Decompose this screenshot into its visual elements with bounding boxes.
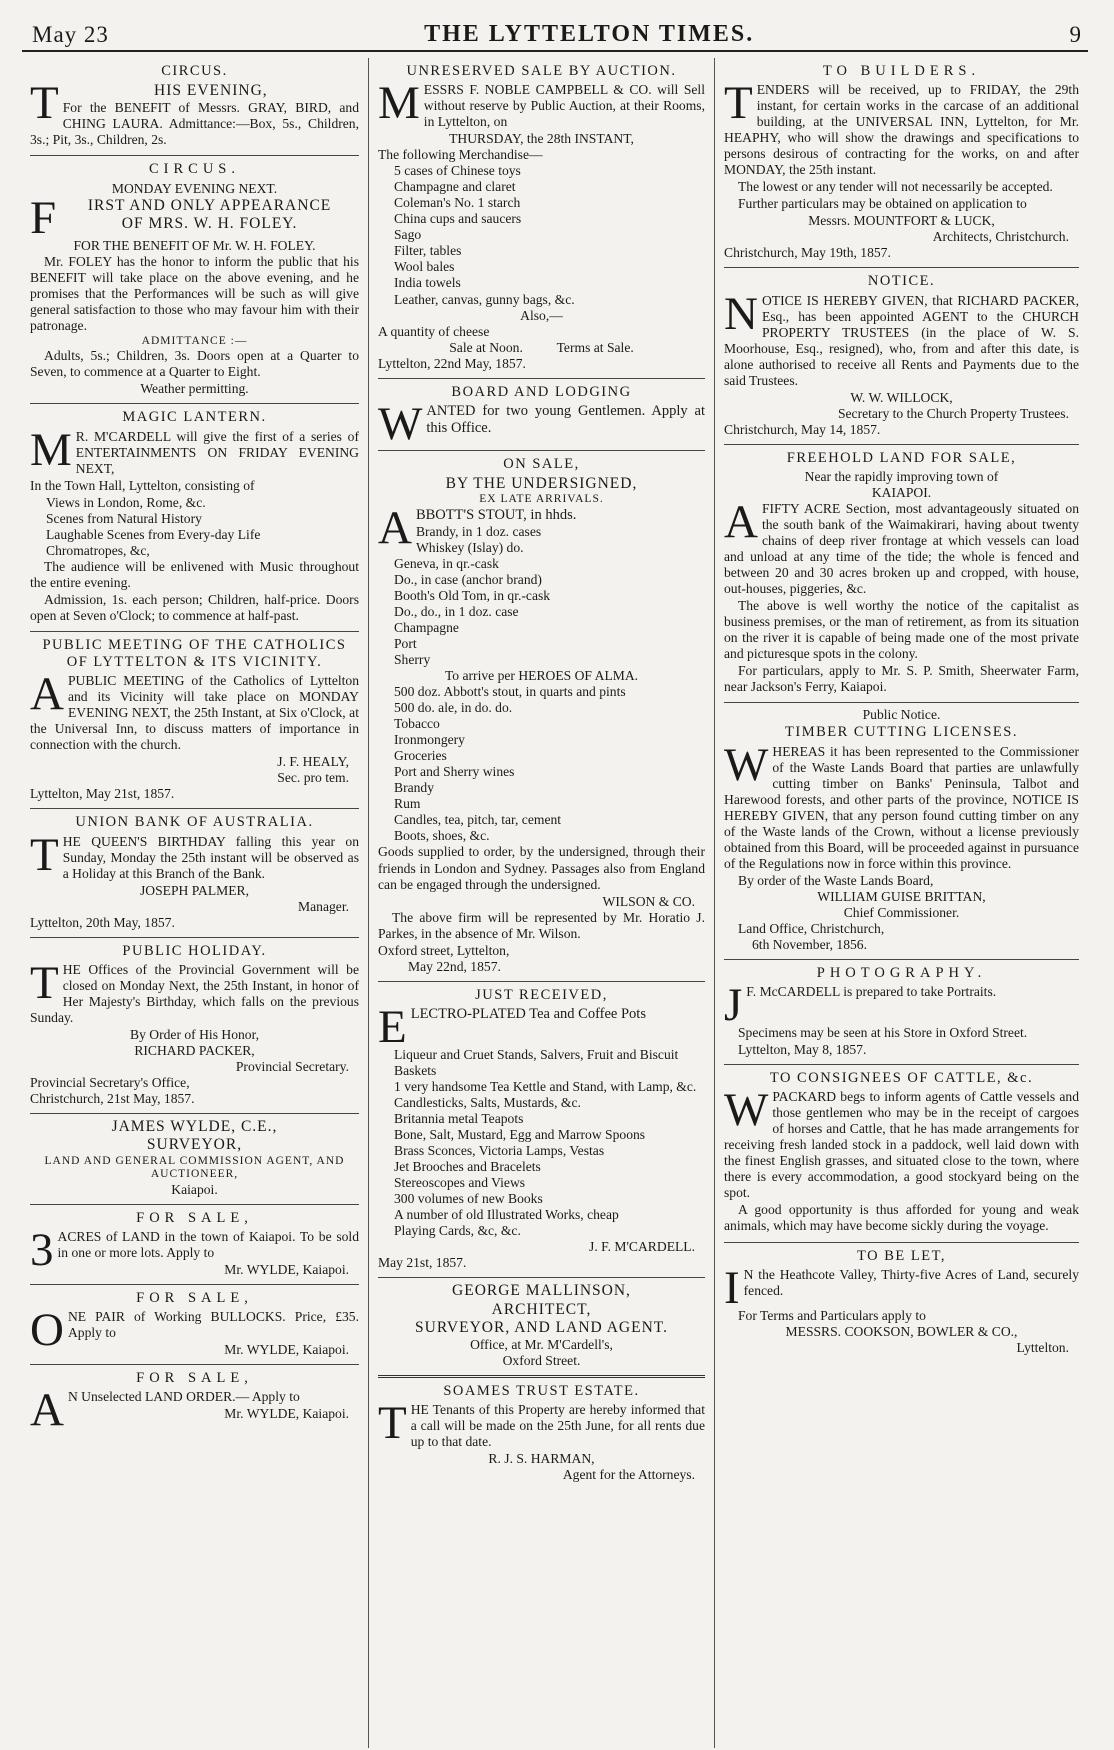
ad-line: BBOTT'S STOUT, in hhds. [415, 506, 577, 523]
drop-cap: N [724, 287, 758, 340]
ad-body: Specimens may be seen at his Store in Oxford Street. [738, 1025, 1028, 1041]
ad-body: Mr. FOLEY has the honor to inform the public that his BENEFIT will take place on the above evening, and he promises that the Performances will be such as will give general satisfaction to those who may favour him with their patronage. [30, 253, 359, 333]
ad-line: Also,— [520, 307, 563, 323]
drop-cap: W [724, 738, 769, 791]
list-item: Port [394, 636, 417, 652]
ad-body: The above is well worthy the notice of the capitalist as business premises, or the man of retirement, as from its situation on the river it is capable of being made one of the most private and picturesque spots in the colony. [724, 598, 1079, 662]
ad-heading: PUBLIC HOLIDAY. [122, 942, 267, 959]
drop-cap: T [30, 828, 59, 881]
ad-heading: UNION BANK OF AUSTRALIA. [75, 814, 314, 831]
ad-date: Christchurch, May 19th, 1857. [724, 245, 891, 261]
ad-date: 6th November, 1856. [752, 936, 867, 952]
signer-role: Provincial Secretary. [235, 1059, 349, 1075]
signer-role: Architects, Christchurch. [932, 229, 1069, 245]
ad-bullocks-sale [30, 1285, 359, 1365]
ad-date: May 22nd, 1857. [408, 958, 501, 974]
ad-body: HE QUEEN'S BIRTHDAY falling this year on Sunday, Monday the 25th instant will be observed as a Holiday at this Branch of the Bank. [62, 833, 359, 881]
list-item: Ironmongery [394, 732, 465, 748]
ad-body: FIFTY ACRE Section, most advantageously situated on the south bank of the Waimakirari, having about twenty chains of deep river frontage at which vessels can load and unload at any time of the tide; the whole is fenced and between 20 and 30 acres broken up and cropped, with house, out-houses, piggeries, &c. [724, 501, 1079, 597]
list-item: Playing Cards, &c, &c. [394, 1223, 521, 1239]
list-item: Geneva, in qr.-cask [394, 555, 499, 571]
ad-heading: BOARD AND LODGING [451, 383, 632, 400]
signer: Mr. WYLDE, Kaiapoi. [224, 1406, 349, 1422]
drop-cap: T [30, 956, 59, 1009]
list-item: Champagne [394, 620, 459, 636]
ad-acres-sale [30, 1205, 359, 1285]
ad-heading: TO BUILDERS. [822, 63, 981, 79]
ad-soames-trust [378, 1378, 705, 1489]
ad-subheading: BY THE UNDERSIGNED, [445, 474, 638, 492]
ad-subheading: MONDAY EVENING NEXT. [111, 180, 278, 196]
issue-date: May 23 [32, 22, 109, 47]
signer-role: Manager. [298, 898, 349, 914]
ad-date: Christchurch, May 14, 1857. [724, 421, 881, 437]
ad-body: ACRES of LAND in the town of Kaiapoi. To be sold in one or more lots. Apply to [57, 1228, 359, 1260]
list-item: Views in London, Rome, &c. [46, 494, 206, 510]
ad-heading: FOR SALE, [136, 1290, 253, 1307]
ad-body: HE Offices of the Provincial Government will be closed on Monday Next, the 25th Instant, in honor of Her Majesty's Birthday, which falls on the previous Sunday. [30, 961, 359, 1025]
ad-line: HIS EVENING, [154, 82, 268, 100]
ad-body: A good opportunity is thus afforded for young and weak animals, which may have become sickly during the voyage. [724, 1202, 1079, 1234]
list-item: 500 doz. Abbott's stout, in quarts and pints [394, 684, 626, 700]
list-item: Champagne and claret [394, 179, 516, 195]
ad-body: In the Town Hall, Lyttelton, consisting of [30, 477, 255, 493]
signer-role: Secretary to the Church Property Trustees. [837, 405, 1069, 421]
ad-line: IRST AND ONLY APPEARANCE [87, 196, 332, 214]
ad-body: For the BENEFIT of Messrs. GRAY, BIRD, and CHING LAURA. Admittance:—Box, 5s., Children, 3s.; Pit, 3s., Children, 2s. [30, 100, 359, 148]
signer: RICHARD PACKER, [134, 1042, 255, 1058]
ad-body: NE PAIR of Working BULLOCKS. Price, £35. Apply to [67, 1309, 359, 1341]
ad-heading: UNRESERVED SALE BY AUCTION. [406, 63, 677, 79]
signer: R. J. S. HARMAN, [488, 1451, 595, 1467]
list-item: Candlesticks, Salts, Mustards, &c. [394, 1094, 581, 1110]
ad-photography [724, 960, 1079, 1065]
ad-heading: FOR SALE, [136, 1370, 253, 1387]
list-item: Filter, tables [394, 243, 462, 259]
ad-george-mallinson [378, 1278, 705, 1378]
ad-board-lodging [378, 379, 705, 451]
drop-cap: F [30, 191, 57, 244]
ad-body: ESSRS F. NOBLE CAMPBELL & CO. will Sell without reserve by Public Auction, at their Rooms, in Lyttelton, on [423, 82, 705, 130]
list-item: Candles, tea, pitch, tar, cement [394, 812, 562, 828]
ad-heading: SOAMES TRUST ESTATE. [443, 1383, 640, 1400]
ad-heading: TO BE LET, [857, 1247, 946, 1264]
list-item: Chromatropes, &c, [46, 542, 150, 558]
ad-heading: FREEHOLD LAND FOR SALE, [786, 449, 1017, 466]
ad-place: Provincial Secretary's Office, [30, 1075, 190, 1091]
ad-place: KAIAPOI. [871, 484, 932, 500]
list-item: Jet Brooches and Bracelets [394, 1159, 541, 1175]
drop-cap: W [378, 397, 423, 450]
signer-role: Sec. pro tem. [277, 770, 349, 786]
list-item: 1 very handsome Tea Kettle and Stand, with Lamp, &c. [394, 1078, 697, 1094]
ad-heading: MAGIC LANTERN. [122, 409, 267, 426]
ad-body: F. McCARDELL is prepared to take Portraits. [746, 984, 997, 1000]
ad-public-holiday [30, 938, 359, 1114]
ad-line: To arrive per HEROES OF ALMA. [444, 668, 639, 684]
drop-cap: J [724, 979, 743, 1032]
signer: Mr. WYLDE, Kaiapoi. [224, 1342, 349, 1358]
drop-cap: O [30, 1304, 64, 1357]
list-item: Do., in case (anchor brand) [394, 571, 542, 587]
ad-heading: ON SALE, [503, 455, 580, 472]
ad-body: ENDERS will be received, up to FRIDAY, the 29th instant, for certain works in the carcase of an additional building, at the UNIVERSAL INN, Lyttelton, for Mr. HEAPHY, who will show the drawings and specifications to persons desirous of contracting for the works, on and after MONDAY, the 25th instant. [724, 82, 1079, 178]
ad-subheading: ARCHITECT, [491, 1300, 592, 1318]
signer: J. F. M'CARDELL. [589, 1239, 695, 1255]
ad-line: Sale at Noon. Terms at Sale. [449, 339, 634, 355]
ad-place: Land Office, Christchurch, [738, 920, 885, 936]
ad-heading: PUBLIC MEETING OF THE CATHOLICS OF LYTTELTON & ITS VICINITY. [42, 636, 347, 671]
list-item: Brandy, in 1 doz. cases [415, 523, 542, 539]
list-item: 300 volumes of new Books [394, 1191, 543, 1207]
ad-body: PUBLIC MEETING of the Catholics of Lyttelton and its Vicinity will take place on MONDAY EVENING NEXT, the 25th Instant, at Six o'Clock, at the Universal Inn, to discuss matters of importance in connection with the church. [30, 673, 359, 753]
list-item: China cups and saucers [394, 211, 522, 227]
list-item: Sherry [394, 652, 431, 668]
signer: JOSEPH PALMER, [139, 882, 250, 898]
ad-line: By Order of His Honor, [130, 1026, 259, 1042]
drop-cap: A [378, 501, 412, 554]
list-item: Leather, canvas, gunny bags, &c. [394, 291, 575, 307]
ad-date: Christchurch, 21st May, 1857. [30, 1091, 195, 1107]
ad-place: Kaiapoi. [171, 1181, 218, 1197]
ad-heading: JUST RECEIVED, [475, 986, 608, 1003]
list-item: Whiskey (Islay) do. [415, 539, 524, 555]
ad-body: Admission, 1s. each person; Children, half-price. Doors open at Seven o'Clock; to commence at half-past. [30, 591, 359, 623]
list-item: Coleman's No. 1 starch [394, 195, 521, 211]
ad-date: Lyttelton, 22nd May, 1857. [378, 355, 526, 371]
ad-heading: CIRCUS. [148, 161, 240, 178]
ad-body: N Unselected LAND ORDER.— Apply to [67, 1389, 300, 1405]
signer: MESSRS. COOKSON, BOWLER & CO., [785, 1323, 1018, 1339]
ad-body: The above firm will be represented by Mr. Horatio J. Parkes, in the absence of Mr. Wilson. [378, 909, 705, 941]
ad-timber-licenses [724, 703, 1079, 960]
list-item: Laughable Scenes from Every-day Life [46, 526, 261, 542]
ad-body: R. M'CARDELL will give the first of a series of ENTERTAINMENTS ON FRIDAY EVENING NEXT, [75, 428, 359, 476]
list-item: Booth's Old Tom, in qr.-cask [394, 587, 551, 603]
ad-to-let [724, 1243, 1079, 1362]
ad-circus-foley [30, 156, 359, 404]
page-number: 9 [1069, 22, 1082, 47]
list-item: Liqueur and Cruet Stands, Salvers, Fruit and Biscuit Baskets [394, 1046, 679, 1078]
signer-role: Chief Commissioner. [843, 904, 960, 920]
newspaper-title: THE LYTTELTON TIMES. [424, 21, 755, 47]
drop-cap: M [30, 423, 72, 476]
ad-body: ANTED for two young Gentlemen. Apply at this Office. [426, 402, 705, 436]
ad-line: The following Merchandise— [378, 147, 543, 163]
ad-body: Goods supplied to order, by the undersigned, through their friends in London and Sydney. Passages also from England can be engaged through the undersigned. [378, 844, 705, 892]
ad-notice [724, 268, 1079, 444]
drop-cap: I [724, 1261, 740, 1314]
ad-body: The lowest or any tender will not necessarily be accepted. [738, 179, 1053, 195]
ad-line: THURSDAY, the 28th INSTANT, [449, 131, 634, 147]
ad-heading: JAMES WYLDE, C.E., [111, 1118, 278, 1136]
list-item: Bone, Salt, Mustard, Egg and Marrow Spoons [394, 1126, 646, 1142]
drop-cap: T [30, 77, 59, 130]
drop-cap: 3 [30, 1223, 54, 1276]
list-item: Wool bales [394, 259, 455, 275]
signer-role: Agent for the Attorneys. [562, 1467, 695, 1483]
ad-line: For Terms and Particulars apply to [738, 1307, 926, 1323]
ad-union-bank [30, 809, 359, 937]
ad-heading: CIRCUS. [161, 63, 228, 79]
list-item: Do., do., in 1 doz. case [394, 604, 519, 619]
signer: WILLIAM GUISE BRITTAN, [817, 888, 986, 904]
ad-body: PACKARD begs to inform agents of Cattle vessels and those gentlemen who may be in the receipt of cargoes of horses and Cattle, that he has made arrangements for receiving fresh landed stock in a paddock, well laid down with the finest English grasses, and situated close to the town, where there is every accommodation, a good stockyard being on the spot. [724, 1089, 1079, 1201]
list-item: Boots, shoes, &c. [394, 828, 490, 844]
signer: J. F. HEALY, [277, 754, 349, 770]
ad-just-received [378, 982, 705, 1279]
ad-to-builders [724, 58, 1079, 268]
ad-heading: TO CONSIGNEES OF CATTLE, &c. [769, 1070, 1034, 1087]
drop-cap: M [378, 77, 420, 130]
signer: Mr. WYLDE, Kaiapoi. [224, 1262, 349, 1277]
ad-heading: Public Notice. [862, 707, 941, 723]
list-item: 500 do. ale, in do. do. [394, 700, 513, 716]
ad-catholic-meeting [30, 632, 359, 809]
drop-cap: T [724, 77, 753, 130]
ad-circus-benefit [30, 58, 359, 156]
list-item: Stereoscopes and Views [394, 1175, 526, 1191]
ad-auction [378, 58, 705, 379]
list-item: Brass Sconces, Victoria Lamps, Vestas [394, 1143, 605, 1159]
admittance-label: ADMITTANCE :— [141, 334, 248, 347]
ad-on-sale [378, 451, 705, 982]
ad-line: Office, at Mr. M'Cardell's, [470, 1337, 613, 1353]
list-item: Scenes from Natural History [46, 510, 202, 526]
list-item: Rum [394, 796, 421, 812]
ad-line: SURVEYOR, AND LAND AGENT. [415, 1318, 668, 1336]
ad-body: OTICE IS HEREBY GIVEN, that RICHARD PACKER, Esq., has been appointed AGENT to the CHURCH PROPERTY TRUSTEES (in the place of W. S. Moorhouse, Esq., resigned), who, from and after this date, is alone authorised to receive all Rents and Payments due to the said Trustees. [724, 292, 1079, 388]
drop-cap: E [378, 1000, 407, 1053]
drop-cap: A [30, 668, 64, 721]
ad-line: A quantity of cheese [378, 323, 490, 339]
ad-date: Lyttelton, May 8, 1857. [738, 1042, 867, 1058]
ad-note: Weather permitting. [140, 381, 249, 397]
ad-line: FOR THE BENEFIT OF Mr. W. H. FOLEY. [73, 237, 316, 253]
ad-place: Oxford Street. [502, 1353, 581, 1369]
drop-cap: A [30, 1384, 64, 1437]
ad-body: HE Tenants of this Property are hereby informed that a call will be made on the 25th June, for all rents due up to that date. [410, 1402, 705, 1450]
drop-cap: A [724, 496, 758, 549]
ad-land-order-sale [30, 1365, 359, 1437]
ad-line: OF MRS. W. H. FOLEY. [121, 214, 298, 232]
list-item: Tobacco [394, 716, 440, 732]
list-item: Britannia metal Teapots [394, 1110, 524, 1126]
column-1 [22, 58, 368, 1748]
column-3 [714, 58, 1088, 1748]
list-item: Port and Sherry wines [394, 764, 515, 780]
ad-body: The audience will be enlivened with Music throughout the entire evening. [30, 558, 359, 590]
ad-note: EX LATE ARRIVALS. [479, 493, 604, 506]
column-2 [368, 58, 714, 1748]
ad-subheading: TIMBER CUTTING LICENSES. [785, 724, 1018, 741]
list-item: 5 cases of Chinese toys [394, 163, 521, 179]
ad-body: For particulars, apply to Mr. S. P. Smith, Sheerwater Farm, near Jackson's Ferry, Kaiapoi. [724, 663, 1079, 695]
list-item: A number of old Illustrated Works, cheap [394, 1207, 619, 1223]
ad-line: LECTRO-PLATED Tea and Coffee Pots [410, 1005, 646, 1022]
drop-cap: T [378, 1397, 407, 1450]
ad-heading: GEORGE MALLINSON, [452, 1282, 631, 1300]
ad-date: Lyttelton, 20th May, 1857. [30, 914, 175, 930]
ad-heading: NOTICE. [867, 273, 936, 290]
list-item: India towels [394, 275, 461, 291]
ad-james-wylde [30, 1114, 359, 1205]
signer: WILSON & CO. [602, 893, 695, 909]
ad-place: Lyttelton. [1016, 1339, 1069, 1355]
ad-date: Lyttelton, May 21st, 1857. [30, 786, 175, 802]
ad-date: May 21st, 1857. [378, 1255, 467, 1271]
ad-subheading: Near the rapidly improving town of [804, 468, 999, 484]
ad-place: Oxford street, Lyttelton, [378, 942, 510, 958]
list-item: Brandy [394, 780, 435, 796]
ad-cattle-consignees [724, 1065, 1079, 1242]
ad-body: Adults, 5s.; Children, 3s. Doors open at a Quarter to Seven, to commence at a Quarter to Eight. [30, 348, 359, 380]
ad-magic-lantern [30, 404, 359, 631]
list-item: Sago [394, 227, 422, 243]
ad-heading: FOR SALE, [136, 1209, 253, 1226]
ad-body: Further particulars may be obtained on application to [738, 196, 1027, 212]
ad-body: HEREAS it has been represented to the Commissioner of the Waste Lands Board that parties are unlawfully cutting timber on Banks' Peninsula, Talbot and Harewood forests, and other parts of the province, NOTICE IS HEREBY GIVEN, that any person found cutting timber on any of the Waste lands of the Crown, without a license previously obtained from this Board, will be proceeded against in pursuance of the Regulations now in force within this province. [724, 743, 1079, 871]
ad-line: By order of the Waste Lands Board, [738, 872, 934, 888]
ad-subheading: SURVEYOR, [146, 1136, 243, 1154]
drop-cap: W [724, 1084, 769, 1137]
ad-heading: PHOTOGRAPHY. [816, 964, 987, 981]
list-item: Groceries [394, 748, 447, 764]
masthead [22, 14, 1088, 52]
ad-body: N the Heathcote Valley, Thirty-five Acres of Land, securely fenced. [743, 1266, 1079, 1298]
ad-freehold-land [724, 445, 1079, 704]
ad-line: LAND AND GENERAL COMMISSION AGENT, AND AUCTIONEER, [44, 1154, 345, 1181]
signer: W. W. WILLOCK, [850, 389, 953, 405]
signer: Messrs. MOUNTFORT & LUCK, [808, 213, 995, 229]
